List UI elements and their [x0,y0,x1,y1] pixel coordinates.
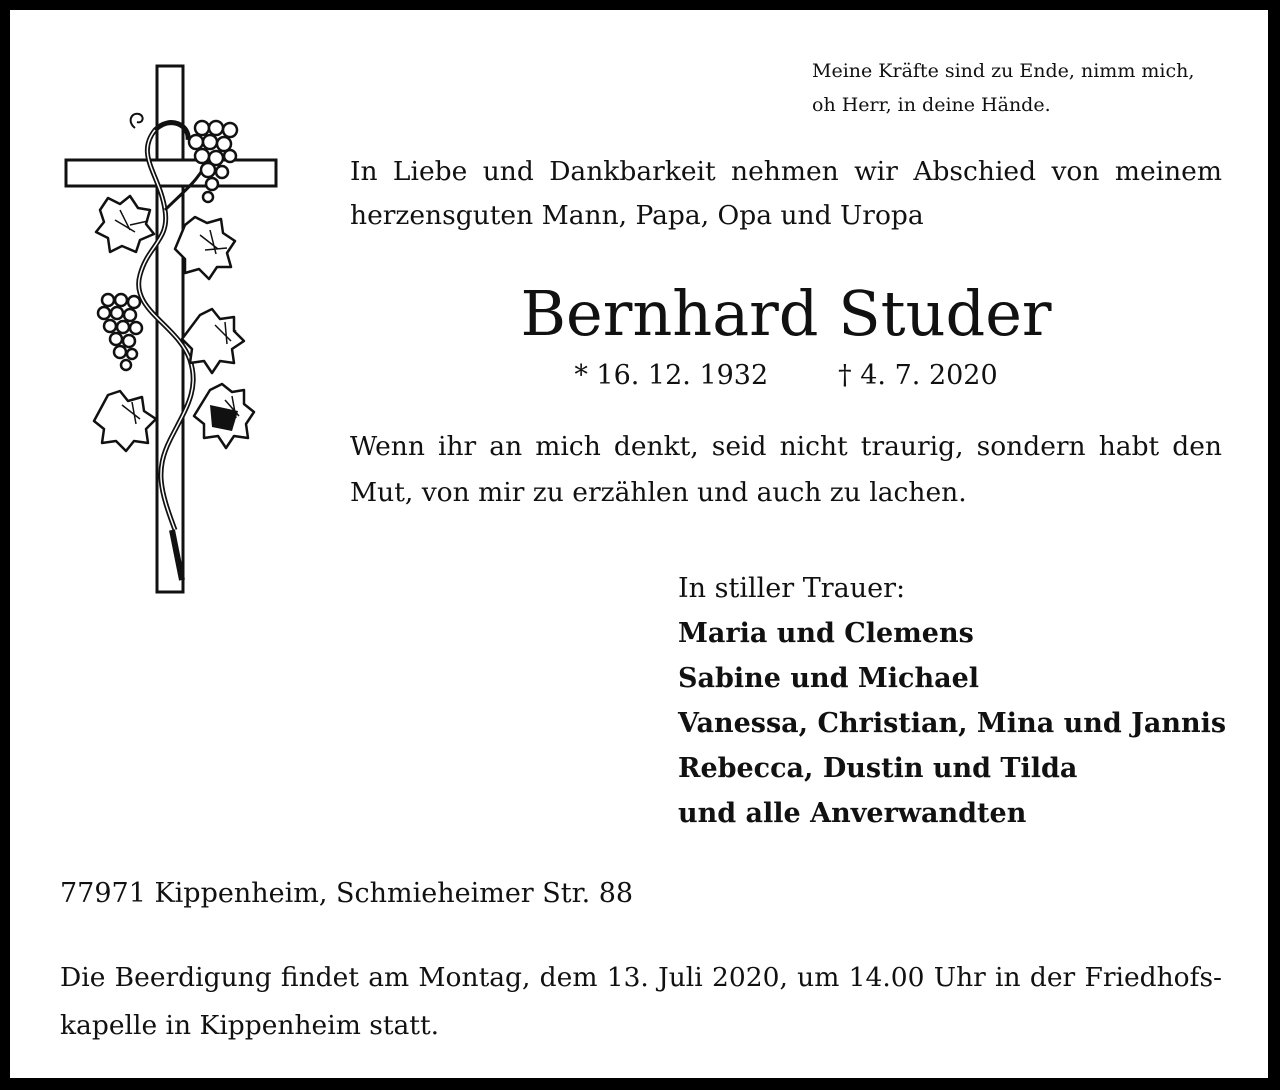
quote-line-2: Mut, von mir zu erzählen und auch zu lachen. [350,477,967,508]
intro-text [350,150,1222,238]
cross-with-grapevine-icon [60,60,290,600]
funeral-info [60,954,1222,1050]
mourners-heading: In stiller Trauer: [678,573,906,604]
mourner-name: Maria und Clemens [678,618,974,649]
obituary-notice [10,10,1268,1078]
memorial-quote [350,424,1222,516]
motto-line-1: Meine Kräfte sind zu Ende, nimm mich, [812,60,1195,82]
mourner-name: Rebecca, Dustin und Tilda [678,753,1078,784]
quote-line-1: Wenn ihr an mich denkt, seid nicht traurig, sondern habt den [350,431,1222,462]
life-dates [350,356,1222,396]
funeral-line-1: Die Beerdigung findet am Montag, dem 13. Juli 2020, um 14.00 Uhr in der Friedhofs- [60,962,1222,993]
mourner-name: und alle Anverwandten [678,798,1027,829]
mourners-list [678,566,1226,836]
mourner-name: Sabine und Michael [678,663,980,694]
motto-line-2: oh Herr, in deine Hände. [812,94,1051,116]
deceased-name: Bernhard Studer [520,277,1052,350]
mourner-name: Vanessa, Christian, Mina und Jannis [678,708,1227,739]
intro-line-2: herzensguten Mann, Papa, Opa und Uropa [350,200,924,231]
family-address: 77971 Kippenheim, Schmieheimer Str. 88 [60,878,634,909]
intro-line-1: In Liebe und Dankbarkeit nehmen wir Abschied von meinem [350,156,1222,187]
birth-date: * 16. 12. 1932 [574,360,769,391]
death-date: † 4. 7. 2020 [838,360,998,391]
funeral-line-2: kapelle in Kippenheim statt. [60,1010,440,1041]
motto-verse [812,54,1194,122]
